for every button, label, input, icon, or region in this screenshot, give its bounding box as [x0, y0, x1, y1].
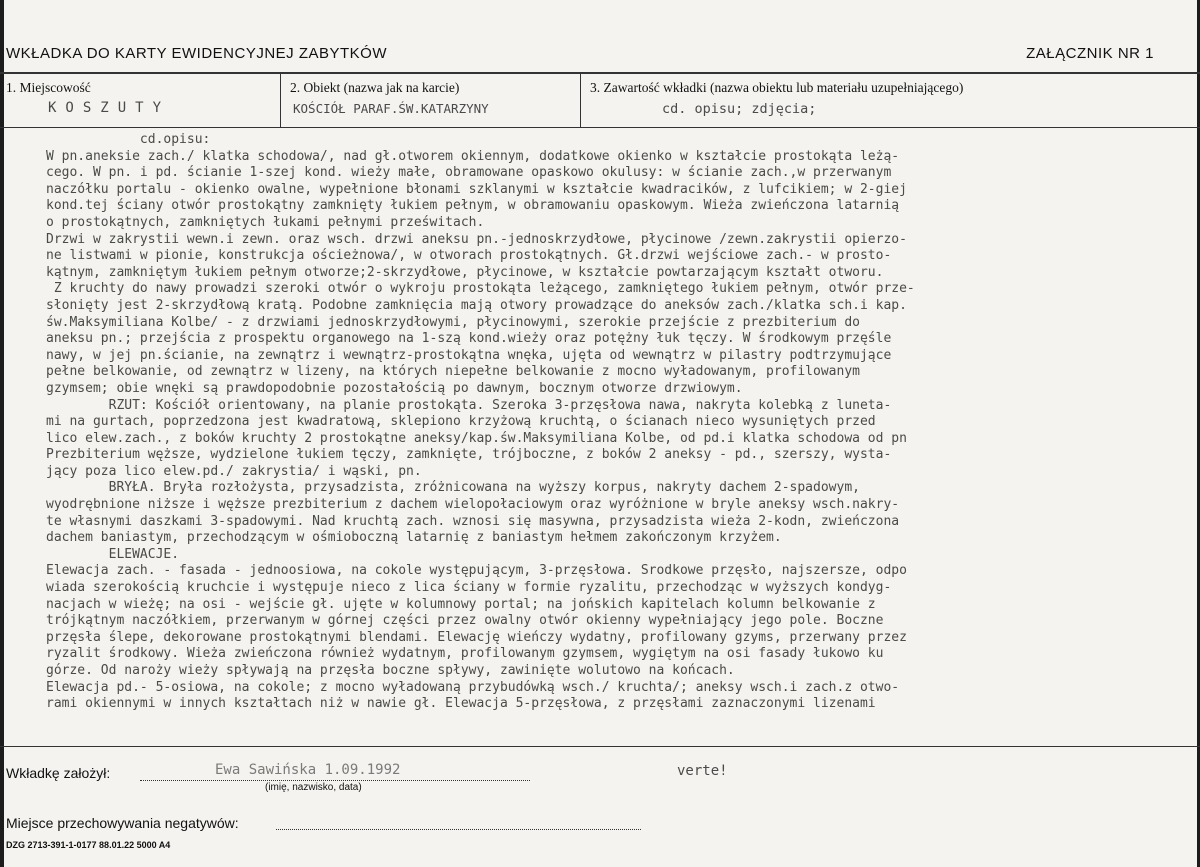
description-line: św.Maksymiliana Kolbe/ - z drzwiami jednoskrzydłowymi, płycinowymi, szerokie przejście z prezbiterium do	[46, 314, 860, 330]
fields-rule	[0, 127, 1200, 128]
document-title: WKŁADKA DO KARTY EWIDENCYJNEJ ZABYTKÓW	[6, 45, 388, 62]
description-line: BRYŁA. Bryła rozłożysta, przysadzista, zróżnicowana na wyższy korpus, nakryty dachem 2-spadowym,	[46, 480, 860, 496]
description-line: Elewacja zach. - fasada - jednoosiowa, na cokole występującym, 3-przęsłowa. Środkowe przęsło, najszersze, odpo	[46, 563, 907, 579]
negatives-dotline	[276, 829, 641, 830]
description-line: wyodrębnione niższe i węższe prezbiterium z dachem wielopołaciowym oraz wyróżnione w bryle aneksy wsch.nakry-	[46, 497, 900, 513]
description-text	[46, 132, 1186, 713]
description-line: nawy, w jej pn.ścianie, na zewnątrz i wewnątrz-prostokątna wnęka, ujęta od wewnątrz w pilastry podtrzymujące	[46, 347, 892, 363]
description-line: te własnymi daszkami 3-spadowymi. Nad kruchtą zach. wznosi się masywna, przysadzista wieża 2-kodn, zwieńczona	[46, 513, 900, 529]
description-line: wiada szerokością kruchcie i występuje nieco z lica ściany w formie ryzalitu, przechodząc w wyższych kondyg-	[46, 580, 892, 596]
description-line: aneksu pn.; przejścia z prospektu organowego na 1-szą kond.wieży oraz potężny łuk tęczy. W środkowym przęśle	[46, 331, 892, 347]
object-label: 2. Obiekt (nazwa jak na karcie)	[290, 80, 460, 95]
description-line: o prostokątnych, zamkniętych łukami pełnymi prześwitach.	[46, 214, 485, 230]
description-line: W pn.aneksie zach./ klatka schodowa/, nad gł.otworem okiennym, dodatkowe okienko w kształcie prostokąta leżą-	[46, 148, 900, 164]
description-line: Elewacja pd.- 5-osiowa, na cokole; z mocno wyładowaną przybudówką wsch./ kruchta/; aneksy wsch.i zach.z otwo-	[46, 679, 900, 695]
verte-note: verte!	[677, 763, 728, 779]
contents-label: 3. Zawartość wkładki (nazwa obiektu lub materiału uzupełniającego)	[590, 80, 964, 95]
description-line: rami okiennymi w innych kształtach niż w nawie gł. Elewacja 5-przęsłowa, z przęsłami zaznaczonymi lizenami	[46, 696, 876, 712]
column-divider-1	[280, 73, 281, 128]
column-divider-2	[580, 73, 581, 128]
description-line: gzymsem; obie wnęki są prawdopodobnie pozostałością po dawnym, bocznym otworze drzwiowym.	[46, 380, 743, 396]
description-line: górze. Od naroży wieży spływają na przęsła boczne spływy, zawinięte wolutowo na końcach.	[46, 663, 735, 678]
description-line: cd.opisu:	[46, 132, 211, 147]
description-line: ELEWACJE.	[46, 546, 180, 562]
founded-dotline	[140, 780, 530, 781]
description-line: ryzalit środkowy. Wieża zwieńczona również wydatnym, profilowanym gzymsem, wygiętym na osi fasady łukowo ku	[46, 646, 884, 662]
annex-label: ZAŁĄCZNIK NR 1	[1026, 45, 1154, 62]
locality-label: 1. Miejscowość	[6, 80, 91, 95]
description-line: mi na gurtach, poprzedzona jest kwadratową, sklepiono krzyżową kruchtą, o ścianach nieco wysuniętych przed	[46, 414, 876, 430]
founded-caption: (imię, nazwisko, data)	[265, 782, 362, 793]
negatives-label: Miejsce przechowywania negatywów:	[6, 815, 239, 831]
founded-label: Wkładkę założył:	[6, 765, 111, 781]
description-line: Drzwi w zakrystii wewn.i zewn. oraz wsch. drzwi aneksu pn.-jednoskrzydłowe, płycinowe /zewn.zakrystii opierzo-	[46, 231, 907, 247]
locality-value: KOSZUTY	[48, 100, 171, 116]
description-line: lico elew.zach., z boków kruchty 2 prostokątne aneksy/kap.św.Maksymiliana Kolbe, od pd.i klatka schodowa od pn	[46, 430, 907, 446]
description-line: ne listwami w pionie, konstrukcja ościeżnowa/, w otworach prostokątnych. Gł.drzwi wejściowe zach.- w prosto-	[46, 248, 892, 264]
object-value: KOŚCIÓŁ PARAF.ŚW.KATARZYNY	[293, 101, 489, 116]
description-line: słonięty jest 2-skrzydłową kratą. Podobne zamknięcia mają otwory prowadzące do aneksów zach./klatka sch.i kap.	[46, 297, 907, 313]
description-line: Z kruchty do nawy prowadzi szeroki otwór o wykroju prostokąta leżącego, zamkniętego łukiem pełnym, otwór prze-	[46, 281, 915, 297]
description-line: Prezbiterium węższe, wydzielone łukiem tęczy, zamknięte, trójboczne, z boków 2 aneksy - pd., szerszy, wysta-	[46, 447, 892, 463]
founded-value: Ewa Sawińska 1.09.1992	[215, 762, 401, 778]
header-rule	[0, 72, 1200, 74]
description-line: kond.tej ściany otwór prostokątny zamknięty łukiem pełnym, w obramowaniu opaskowym. Wieża zwieńczona latarnią	[46, 198, 900, 214]
description-line: dachem baniastym, przechodzącym w ośmioboczną latarnię z baniastym hełmem zakończonym krzyżem.	[46, 530, 782, 546]
description-line: kątnym, zamkniętym łukiem pełnym otworze;2-skrzydłowe, płycinowe, w kształcie powtarzającym kształt otworu.	[46, 264, 884, 280]
description-line: RZUT: Kościół orientowany, na planie prostokąta. Szeroka 3-przęsłowa nawa, nakryta kolebką z luneta-	[46, 397, 892, 413]
left-edge	[0, 0, 4, 867]
description-line: jący poza lico elew.pd./ zakrystia/ i wąski, pn.	[46, 463, 422, 479]
contents-value: cd. opisu; zdjęcia;	[662, 101, 817, 117]
description-line: naczółku portalu - okienko owalne, wypełnione błonami szklanymi w kształcie kwadracików, z lufcikiem; w 2-giej	[46, 181, 907, 197]
description-line: trójkątnym naczółkiem, przerwanym w górnej części przez owalny otwór okienny wypełniający jego pole. Boczne	[46, 613, 884, 629]
description-line: pełne belkowanie, od zewnątrz w lizeny, na których niepełne belkowanie z mocno wyładowanym, profilowanym	[46, 364, 860, 380]
print-code: DZG 2713-391-1-0177 88.01.22 5000 A4	[6, 840, 171, 850]
footer-rule	[0, 746, 1200, 747]
description-line: przęsła ślepe, dekorowane prostokątnymi blendami. Elewację wieńczy wydatny, profilowany gzyms, przerwany przez	[46, 629, 907, 645]
description-line: cego. W pn. i pd. ścianie 1-szej kond. wieży małe, obramowane opaskowo okulusy: w ścianie zach.,w przerwanym	[46, 165, 892, 181]
description-line: nacjach w wieżę; na osi - wejście gł. ujęte w kolumnowy portal; na jońskich kapitelach kolumn belkowanie z	[46, 596, 876, 612]
